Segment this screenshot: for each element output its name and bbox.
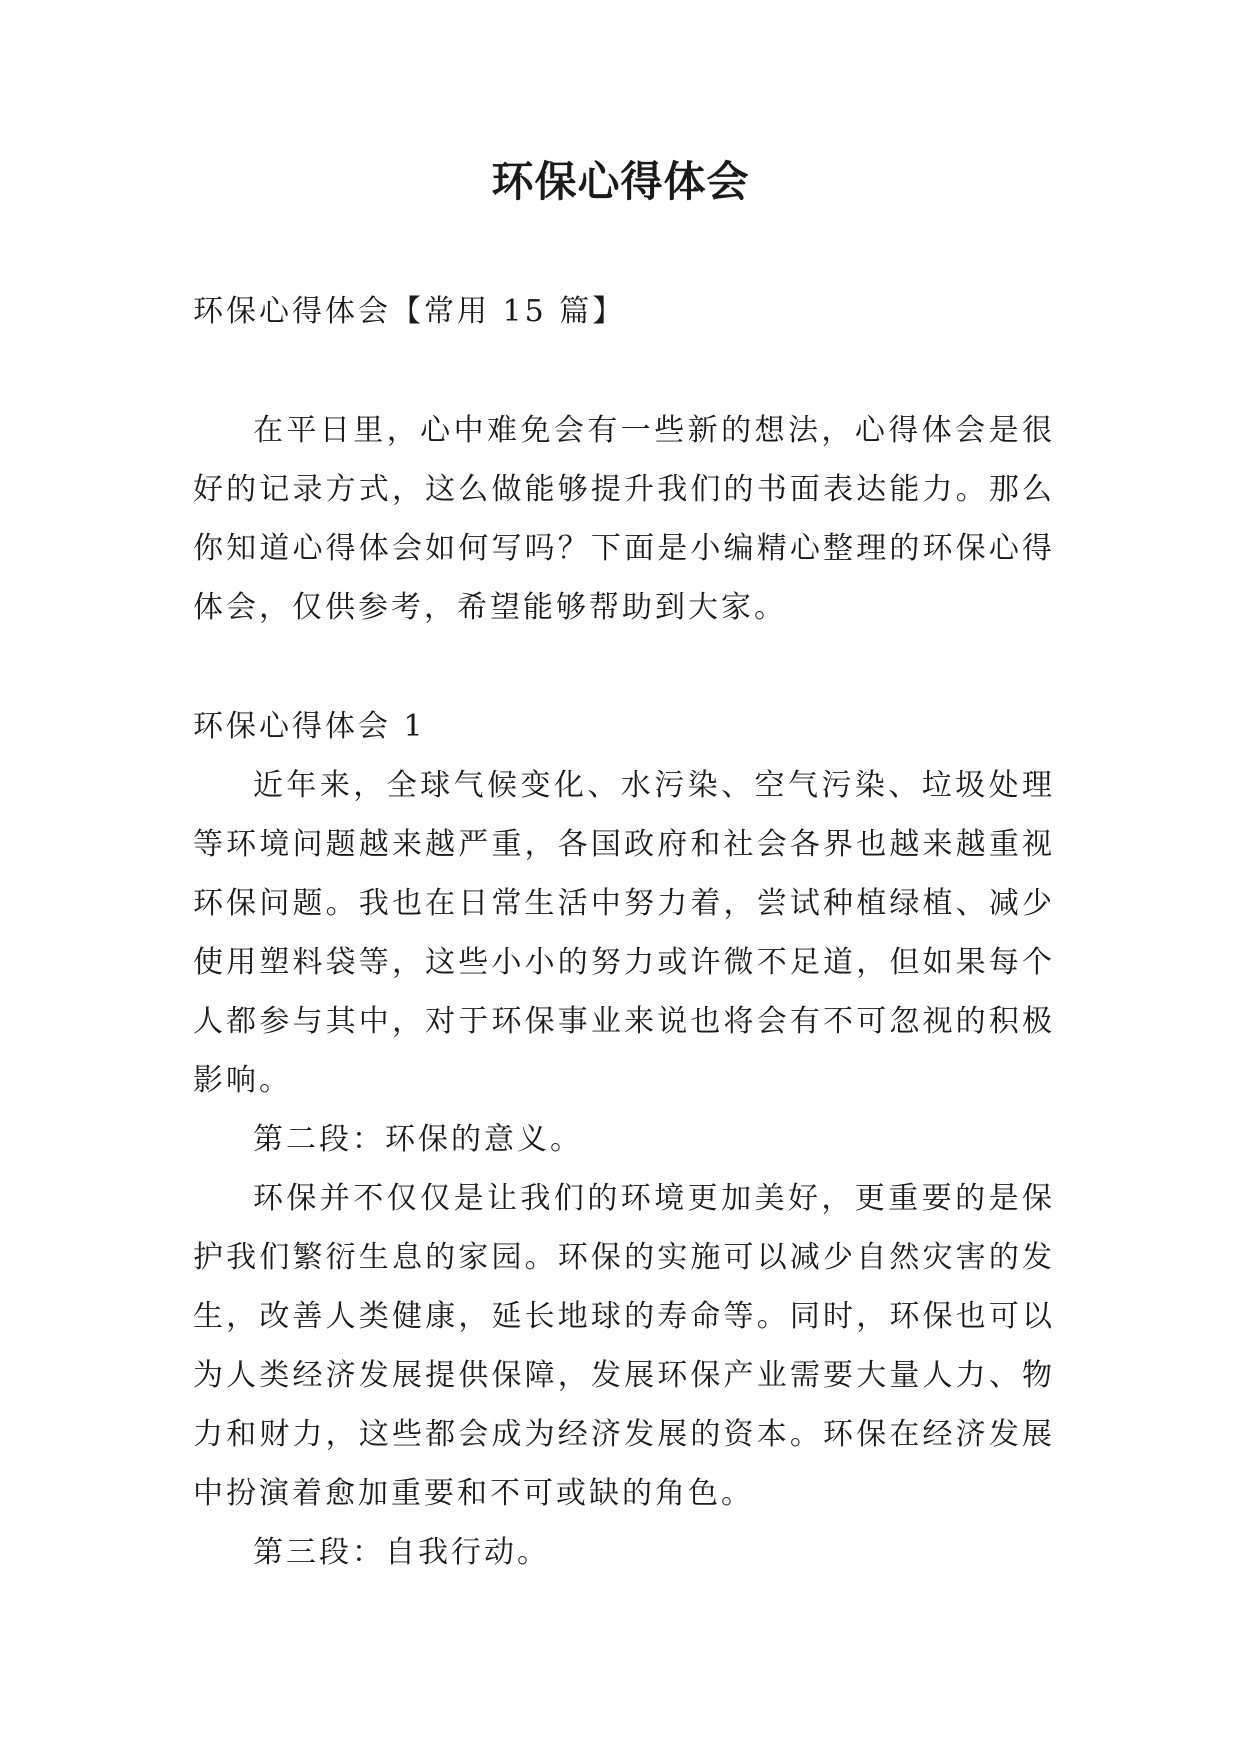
body-paragraph: 环保并不仅仅是让我们的环境更加美好，更重要的是保护我们繁衍生息的家园。环保的实施可以减少自然灾害的发生，改善人类健康，延长地球的寿命等。同时，环保也可以为人类经济发展提供保障，发展环保产业需要大量人力、物力和财力，这些都会成为经济发展的资本。环保在经济发展中扮演着愈加重要和不可或缺的角色。 xyxy=(193,1181,1055,1511)
subsection-heading: 第三段：自我行动。 xyxy=(253,1535,550,1570)
section-heading: 环保心得体会 1 xyxy=(193,709,426,744)
document-body xyxy=(193,282,1055,1582)
body-paragraph: 近年来，全球气候变化、水污染、空气污染、垃圾处理等环境问题越来越严重，各国政府和社会各界也越来越重视环保问题。我也在日常生活中努力着，尝试种植绿植、减少使用塑料袋等，这些小小的努力或许微不足道，但如果每个人都参与其中，对于环保事业来说也将会有不可忽视的积极影响。 xyxy=(193,768,1055,1098)
document-subtitle: 环保心得体会【常用 15 篇】 xyxy=(193,294,626,329)
intro-paragraph: 在平日里，心中难免会有一些新的想法，心得体会是很好的记录方式，这么做能够提升我们的书面表达能力。那么你知道心得体会如何写吗？下面是小编精心整理的环保心得体会，仅供参考，希望能够帮助到大家。 xyxy=(193,413,1055,625)
document-title: 环保心得体会 xyxy=(491,157,750,206)
subsection-heading: 第二段：环保的意义。 xyxy=(253,1122,583,1157)
